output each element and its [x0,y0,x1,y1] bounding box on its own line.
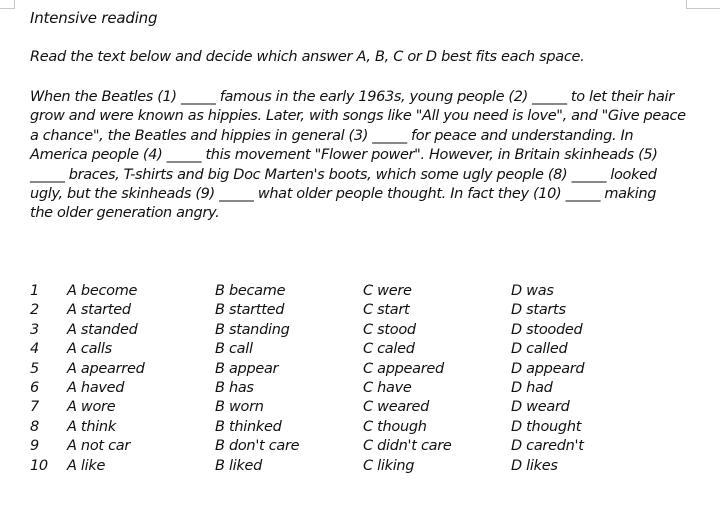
passage-line: When the Beatles (1) _____ famous in the early 1963s, young people (2) _____ to let their hair [30,89,674,105]
question-number: 8 [30,418,39,435]
passage-line: ugly, but the skinheads (9) _____ what older people thought. In fact they (10) _____ making [30,185,657,202]
option-d: D stooded [511,321,583,338]
instructions-text: Read the text below and decide which answer A, B, C or D best fits each space. [30,49,585,65]
question-number: 1 [30,283,39,299]
page-corner-right [686,0,720,9]
question-number: 3 [30,321,39,338]
option-b: B worn [215,399,264,416]
option-c: C though [363,418,427,435]
question-number: 9 [30,438,39,455]
option-a: A haved [67,379,125,396]
option-b: B has [215,379,254,396]
page-corner-left [0,0,15,9]
option-b: B standing [215,321,290,338]
option-b: B don't care [215,438,300,455]
reading-passage [30,88,690,224]
option-a: A become [67,283,138,299]
option-d: D likes [511,457,558,474]
option-d: D had [511,379,553,396]
option-a: A not car [67,438,131,455]
option-a: A like [67,457,106,474]
option-d: D was [511,283,554,299]
option-a: A think [67,418,116,435]
option-a: A calls [67,341,112,358]
option-b: B appear [215,360,279,377]
option-c: C didn't care [363,438,452,455]
option-c: C were [363,283,412,299]
question-number: 2 [30,302,39,319]
option-c: C weared [363,399,430,416]
option-c: C stood [363,321,416,338]
option-c: C have [363,379,412,396]
passage-line: America people (4) _____ this movement "Flower power". However, in Britain skinheads (5) [30,147,658,164]
question-number: 10 [30,457,48,474]
option-c: C caled [363,341,415,358]
option-c: C appeared [363,360,444,377]
option-d: D thought [511,418,582,435]
option-a: A apearred [67,360,145,377]
option-c: C start [363,302,410,319]
option-a: A wore [67,399,116,416]
option-d: D caredn't [511,438,584,455]
question-number: 7 [30,399,39,416]
page-title: Intensive reading [30,9,158,27]
question-number: 6 [30,379,39,396]
passage-line: the older generation angry. [30,205,220,222]
passage-line: grow and were known as hippies. Later, with songs like "All you need is love", and "Give peace [30,108,686,125]
option-b: B startted [215,302,285,319]
option-a: A started [67,302,131,319]
question-number: 4 [30,341,39,358]
option-c: C liking [363,457,415,474]
option-d: D weard [511,399,570,416]
option-d: D starts [511,302,566,319]
passage-line: _____ braces, T-shirts and big Doc Marten's boots, which some ugly people (8) _____ looked [30,166,657,183]
option-b: B call [215,341,253,358]
option-b: B liked [215,457,263,474]
passage-line: a chance", the Beatles and hippies in general (3) _____ for peace and understanding. In [30,127,634,144]
option-d: D appeard [511,360,585,377]
option-a: A standed [67,321,138,338]
option-b: B thinked [215,418,282,435]
question-number: 5 [30,360,39,377]
option-b: B became [215,283,286,299]
option-d: D called [511,341,568,358]
